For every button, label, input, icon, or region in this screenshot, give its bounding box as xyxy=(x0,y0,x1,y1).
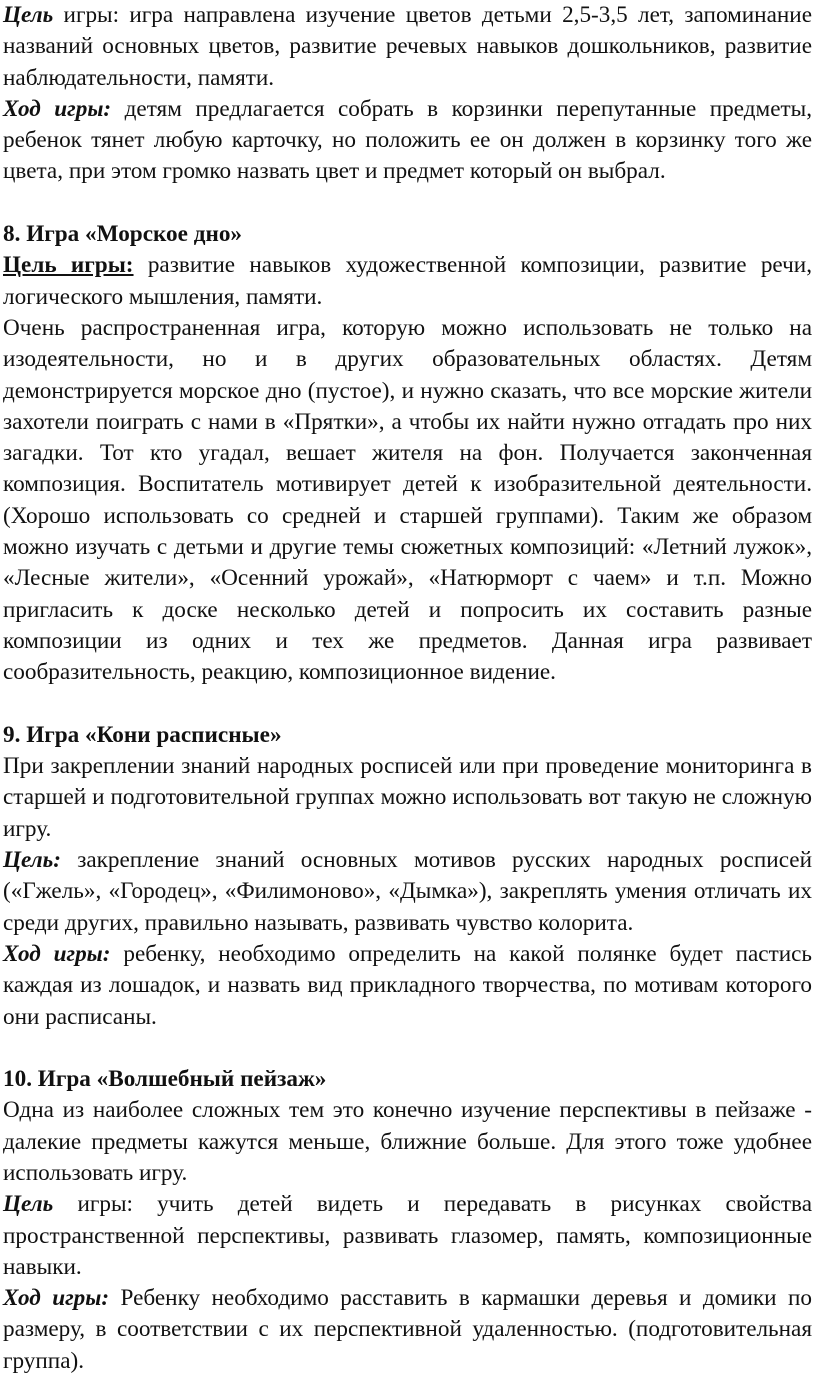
goal-label: Цель: xyxy=(3,847,61,874)
game10-body-paragraph: Одна из наиболее сложных тем это конечно изучение перспективы в пейзаже - далекие предметы кажутся меньше, ближние больше. Для этого тоже удобнее использовать игру. xyxy=(3,1097,812,1186)
paragraph-spacer xyxy=(3,1033,812,1064)
game8-goal-paragraph xyxy=(3,250,812,313)
game9-heading: 9. Игра «Кони расписные» xyxy=(3,721,282,748)
game10-heading: 10. Игра «Волшебный пейзаж» xyxy=(3,1066,327,1093)
game10-goal-paragraph xyxy=(3,1189,812,1283)
course-text: ребенку, необходимо определить на какой полянке будет пастись каждая из лошадок, и назвать вид прикладного творчества, по мотивам которого они расписаны. xyxy=(3,940,812,1030)
game10-course-paragraph xyxy=(3,1283,812,1377)
game8-heading: 8. Игра «Морское дно» xyxy=(3,221,243,248)
game8-body-paragraph: Очень распространенная игра, которую можно использовать не только на изодеятельности, но и в других образовательных областях. Детям демонстрируется морское дно (пустое), и нужно сказать, что все морские жители захотели поиграть с нами в «Прятки», а чтобы их найти нужно отгадать про них загадки. Тот кто угадал, вешает жителя на фон. Получается законченная композиция. Воспитатель мотивирует детей к изобразительной деятельности. (Хорошо использовать со средней и старшей группами). Таким же образом можно изучать с детьми и другие темы сюжетных композиций: «Летний лужок», «Лесные жители», «Осенний урожай», «Натюрморт с чаем» и т.п. Можно пригласить к доске несколько детей и попросить их составить разные композиции из одних и тех же предметов. Данная игра развивает сообразительность, реакцию, композиционное видение. xyxy=(3,314,812,686)
paragraph-spacer xyxy=(3,188,812,219)
goal-label: Цель xyxy=(3,1191,54,1218)
game9-course-paragraph xyxy=(3,939,812,1033)
course-text: детям предлагается собрать в корзинки перепутанные предметы, ребенок тянет любую карточку, но положить ее он должен в корзинку того же цвета, при этом громко назвать цвет и предмет который он выбрал. xyxy=(3,95,812,185)
goal-text: развитие навыков художественной композиции, развитие речи, логического мышления, памяти. xyxy=(3,252,812,310)
goal-label: Цель xyxy=(3,2,54,28)
intro-course-paragraph xyxy=(3,94,812,188)
intro-goal-paragraph xyxy=(3,0,812,94)
game9-goal-paragraph xyxy=(3,845,812,939)
course-text: Ребенку необходимо расставить в кармашки деревья и домики по размеру, в соответствии с их перспективной удаленностью. (подготовительная группа). xyxy=(3,1285,812,1374)
goal-text: игры: учить детей видеть и передавать в рисунках свойства пространственной перспективы, развивать глазомер, память, композиционные навыки. xyxy=(3,1191,812,1280)
goal-label: Цель игры: xyxy=(3,252,134,279)
paragraph-spacer xyxy=(3,689,812,720)
goal-text: закрепление знаний основных мотивов русских народных росписей («Гжель», «Городец», «Филимоново», «Дымка»), закреплять умения отличать их среди других, правильно называть, развивать чувство колорита. xyxy=(3,847,812,936)
goal-text: игры: игра направлена изучение цветов детьми 2,5-3,5 лет, запоминание названий основных цветов, развитие речевых навыков дошкольников, развитие наблюдательности, памяти. xyxy=(3,2,812,91)
game9-body-paragraph: При закреплении знаний народных росписей или при проведение мониторинга в старшей и подготовительной группах можно использовать вот такую не сложную игру. xyxy=(3,753,812,842)
course-label: Ход игры: xyxy=(3,95,112,122)
course-label: Ход игры: xyxy=(3,940,111,967)
course-label: Ход игры: xyxy=(3,1285,110,1312)
